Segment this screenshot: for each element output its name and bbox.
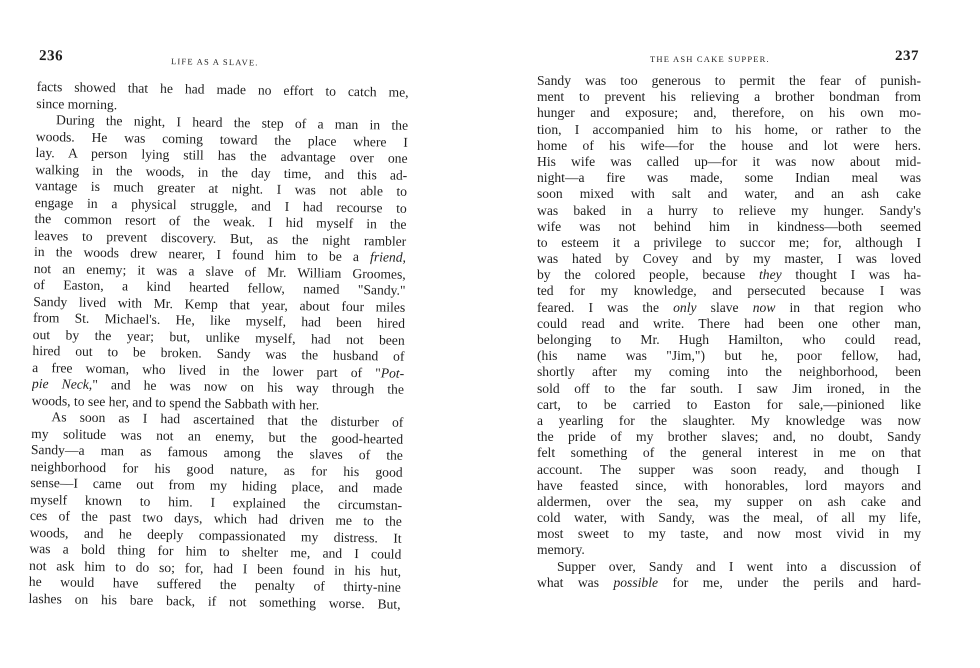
right-page [537,0,921,668]
text-line: night—a fire was made, some Indian meal was [537,170,921,186]
text-line: to esteem it a privilege to succor me; for, although I [537,234,921,250]
text-line: shortly after my coming into the neighborhood, been [537,364,921,380]
text-line: he would have suffered the penalty of thirty-nine [28,573,401,595]
text-line: not ask him to do so; for, had I been found in his hut, [29,557,402,579]
emphasis: friend, [370,249,407,265]
text-line: neighborhood for his good nature, as for his good [30,458,403,480]
text-run: slave [696,299,753,315]
emphasis: possible [613,574,659,590]
text-run: " and he was now on his way through the [92,376,405,397]
text-line: soon mixed with salt and water, and an ash cake [537,186,921,202]
text-line: from St. Michael's. He, like myself, had been hired [32,309,406,331]
text-run: feared. I was the [537,299,674,315]
text-line: cold water, with Sandy, was the meal, of all my life, [537,510,921,526]
text-line: Sandy lived with Mr. Kemp that year, about four miles [33,293,406,315]
text-line: was baked in a hurry to relieve my hunger. Sandy's [537,202,921,218]
text-line: lay. A person lying still has the advantage over one [35,144,408,166]
text-line: cart, to be carried to Easton for sale,—pinioned like [537,396,921,412]
text-run: what was [537,574,614,590]
running-head: THE ASH CAKE SUPPER. [650,54,770,64]
text-line: (his name was "Jim,") but he, poor fellow, had, [537,348,921,364]
text-line: was hated by Covey and by my master, I was loved [537,251,921,267]
text-line: sense—I came out from my hiding place, and made [30,474,403,496]
text-line: Supper over, Sandy and I went into a discussion of [557,558,921,574]
text-line: hunger and exposure; and, therefore, on his own mo- [537,105,921,121]
text-line: memory. [537,542,585,558]
text-line: During the night, I heard the step of a man in the [56,112,409,133]
text-line: home of his wife—for the house and lot were hers. [537,137,921,153]
text-line [537,300,921,316]
text-line: Sandy—a man as famous among the slaves of the [30,441,404,463]
text-line: hired out to be broken. Sandy was the husband of [32,342,405,364]
text-line: my solitude was not an enemy, but the good-hearted [31,425,404,447]
text-line: sold off to the far south. I saw Jim ironed, in the [537,380,921,396]
text-line: out by the year; but, unlike myself, had not been [32,326,405,348]
text-line: belonging to Mr. Hugh Hamilton, who could read, [537,332,921,347]
text-line: wife was not behind him in kindness—both seemed [537,218,921,234]
left-page-body [28,79,408,613]
text-run: a free woman, who lived in the lower part of " [32,359,381,380]
text-run: in that region who [775,299,921,315]
text-line: myself known to him. I explained the circumstan- [30,491,403,513]
text-line: a yearling for the slaughter. My knowledge was now [537,412,921,428]
text-run: thought I was ha- [781,267,921,283]
emphasis: they [759,267,782,283]
text-line: vantage is much greater at night. I was not able to [34,177,408,199]
text-line: felt something of the general interest in me on that [537,445,921,461]
text-line: As soon as I had ascertained that the disturber of [51,409,404,430]
text-line: woods. He was coming toward the place where I [35,128,408,150]
text-line: woods, to see her, and to spend the Sabbath with her. [31,392,320,412]
page-number: 237 [895,48,919,64]
text-run: for me, under the perils and hard- [658,574,921,590]
text-line: facts showed that he had made no effort to catch me, [36,78,409,100]
left-page-header [37,48,409,78]
text-line: the pride of my brother slaves; and, no doubt, Sandy [537,429,921,445]
text-line [537,267,921,283]
running-head: LIFE AS A SLAVE. [170,56,259,68]
text-run: by the colored people, because [537,267,760,283]
text-line: since morning. [36,95,118,112]
text-line: not an enemy; it was a slave of Mr. William Groomes, [33,260,406,282]
text-line: Sandy was too generous to permit the fear of punish- [537,73,921,88]
text-line: ment to prevent his relieving a brother bondman from [537,89,921,105]
text-line: tion, I accompanied him to his home, or rather to the [537,121,921,137]
emphasis: pie Neck, [31,375,93,392]
text-run: in the woods drew nearer, I found him to be a [33,243,371,265]
text-line: walking in the woods, in the day time, and this ad- [35,161,408,183]
page-number: 236 [38,48,64,65]
text-line: leaves to prevent discovery. But, as the night rambler [34,227,407,249]
text-line: lashes on his bare back, if not something worse. But, [28,590,401,612]
text-line: engage in a physical struggle, and I had recourse to [34,194,407,216]
left-page [28,0,410,668]
emphasis: Pot- [380,364,405,381]
text-line: woods, and he deeply compassionated my distress. It [29,524,402,546]
text-line [537,575,921,591]
emphasis: now [752,299,776,315]
emphasis: only [673,299,697,315]
text-line: account. The supper was soon ready, and though I [537,461,921,477]
text-line: of Easton, a kind hearted fellow, named "Sandy." [33,276,406,298]
text-line: could read and write. There had been one other man, [537,315,921,331]
text-line: was a bold thing for him to shelter me, and I could [29,540,402,562]
text-line: aldermen, over the sea, my supper on ash cake and [537,493,921,509]
right-page-body [537,73,921,591]
right-page-header [537,48,921,72]
text-line: most sweet to my taste, and now most vivid in my [537,526,921,542]
text-line: have feasted since, with honorables, lord mayors and [537,477,921,493]
text-line: His wife was called up—for it was now about mid- [537,153,921,169]
text-line: ted for my knowledge, and persecuted because I was [537,283,921,299]
text-line: ces of the past two days, which had driven me to the [29,507,402,529]
text-line: the common resort of the weak. I hid myself in the [34,210,407,232]
